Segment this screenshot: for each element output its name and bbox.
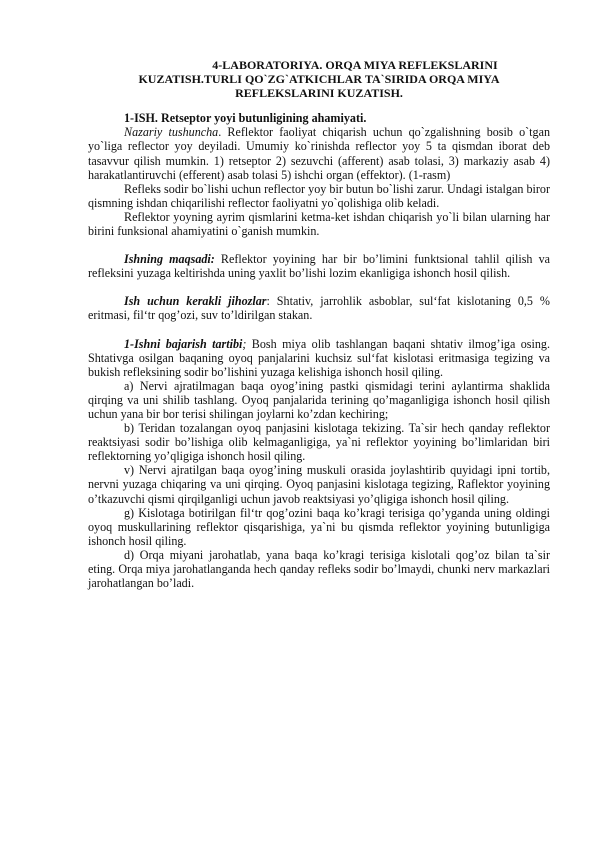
procedure-separator: ; [242,336,247,351]
spacer [88,280,550,294]
title-line-2: KUZATISH.TURLI QO`ZG`ATKICHLAR TA`SIRIDA ORQA MIYA [138,72,500,87]
procedure-label: 1-Ishni bajarish tartibi [124,336,243,351]
section-heading: 1-ISH. Retseptor yoyi butunligining ahamiyati. [124,111,367,126]
title-line-3: REFLEKSLARINI KUZATISH. [235,86,403,101]
document-title [88,58,550,100]
procedure-intro: Bosh miya olib tashlangan baqani shtativ ilmog’iga osing. Shtativga osilgan baqaning oyoq panjalarini kuchsiz sul‘fat kislotasi eritmasiga tegizing va bukish refleksining sodir bo’lishini yuzaga kelishiga ishonch hosil qiling. [88,336,550,379]
theory-text: . Reflektor faoliyat chiqarish uchun qo`zgalishning bosib o`tgan yo`liga reflector yoy deyiladi. Umumiy ko`rinishda reflector yoy 5 ta qismdan iborat deb tasavvur qilish mumkin. 1) retseptor 2) sezuvchi (afferent) asab tolasi, 3) markaziy asab 4) harakatlantiruvchi (efferent) asab tolasi 5) ishchi organ (effektor). (1-rasm) [88,125,550,182]
procedure-paragraph [88,337,550,379]
title-line-1: 4-LABORATORIYA. ORQA MIYA REFLEKSLARINI [212,58,498,72]
spacer [88,323,550,337]
spacer [88,238,550,252]
procedure-step: a) Nervi ajratilmagan baqa oyog’ining pastki qismidagi terini aylantirma shaklida qirqing va uni shilib tashlang. Oyoq panjalarida terining qo’maganligiga ishonch hosil qilish uchun yana bir bor terisi shilingan joylarni ko’zdan kechiring; [88,378,550,421]
aim-text: Reflektor yoyining har bir bo’limini funktsional tahlil qilish va refleksini yuzaga keltirishda uning yaxlit bo’lishi lozim ekanligiga ishonch hosil qilish. [88,252,550,281]
equipment-label: Ish uchun kerakli jihozlar [124,294,267,309]
equipment-text: : Shtativ, jarrohlik asboblar, sul‘fat kislotaning 0,5 % eritmasi, fil‘tr qog’ozi, suv to’ldirilgan stakan. [88,294,550,323]
theory-paragraph [88,125,550,181]
procedure-step: v) Nervi ajratilgan baqa oyog’ining muskuli orasida joylashtirib quyidagi ipni tortib, nervni yuzaga chiqaring va uni qirqing. Oyoq panjasini kislotaga tegizing, Raflektor yoyining o’tkazuvchi qismi qirqilganligi uchun javob reaktsiyasi yo’qligiga ishonch hosil qiling. [88,463,550,506]
equipment-paragraph [88,294,550,322]
aim-label: Ishning maqsadi: [124,252,215,267]
theory-label: Nazariy tushuncha [124,125,219,140]
aim-paragraph [88,252,550,280]
reflex-arc-paragraph: Refleks sodir bo`lishi uchun reflector yoy bir butun bo`lishi zarur. Undagi istalgan biror qismning ishdan chiqarilishi reflector faoliyatni yo`qolishiga olib keladi. [88,181,550,210]
functional-analysis-paragraph: Reflektor yoyning ayrim qismlarini ketma-ket ishdan chiqarish yo`li bilan ularning har birini funksional ahamiyatini o`ganish mumkin. [88,209,550,239]
procedure-step: d) Orqa miyani jarohatlab, yana baqa ko’kragi terisiga kislotali qog’oz bilan ta`sir eting. Orqa miya jarohatlanganda hech qanday refleks sodir bo’lmaydi, chunki nerv markazlari jarohatlangan bo’ladi. [88,547,550,591]
procedure-step: b) Teridan tozalangan oyoq panjasini kislotaga tekizing. Ta`sir hech qanday reflektor reaktsiyasi sodir bo’lishiga olib kelmaganligiga, ya`ni reflektor yoyining bo’limlaridan biri reflektorning yo’qligiga ishonch hosil qiling. [88,421,550,464]
procedure-step: g) Kislotaga botirilgan fil‘tr qog’ozini baqa ko’kragi terisiga qo’yganda uning oldingi oyoq muskullarining reflektor qisqarishiga, ya`ni bu qismda reflektor yoyining butunligiga ishonch hosil qiling. [88,505,550,548]
